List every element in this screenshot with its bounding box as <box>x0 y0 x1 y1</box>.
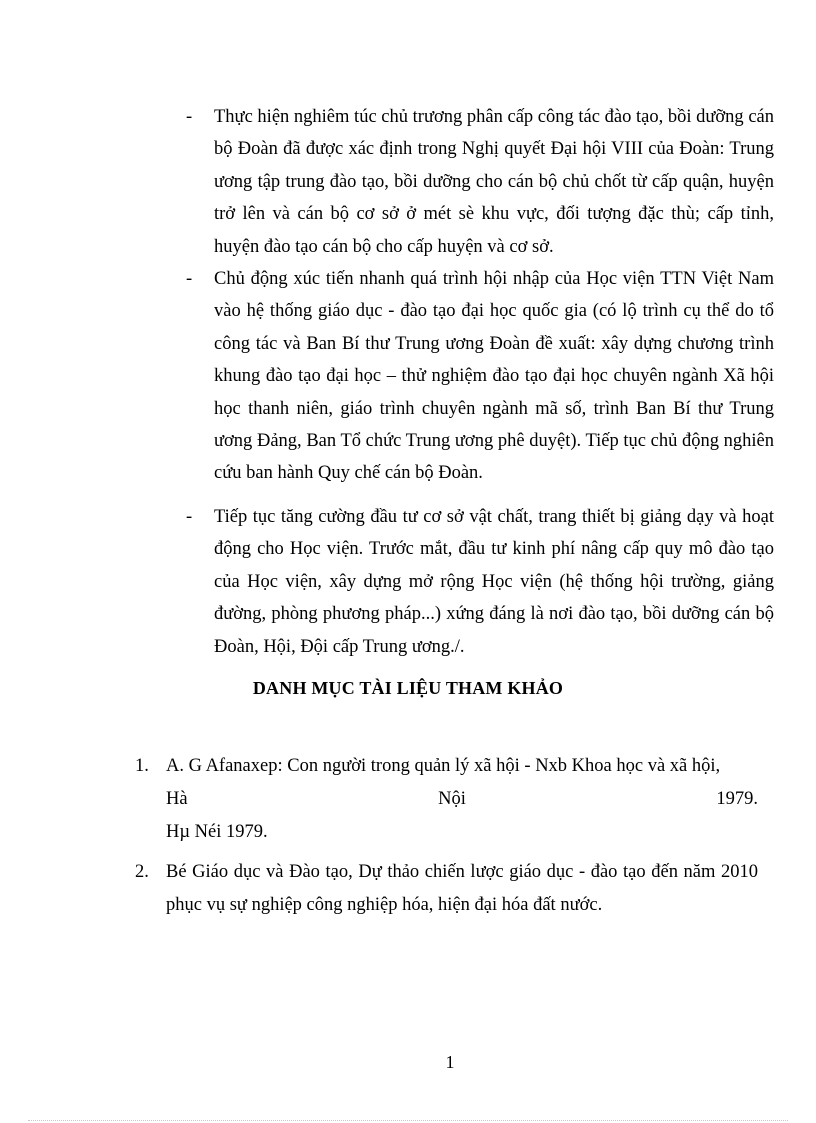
reference-line-justified <box>166 783 758 816</box>
reference-word: Hà <box>166 789 188 809</box>
bullet-dash: - <box>186 269 193 289</box>
reference-text: Bé Giáo dục và Đào tạo, Dự thảo chiến lược giáo dục - đào tạo đến năm 2010 phục vụ sự nghiệp công nghiệp hóa, hiện đại hóa đất nước. <box>166 862 758 915</box>
recommendation-item <box>186 263 774 501</box>
bullet-dash: - <box>186 507 193 527</box>
recommendation-text: Thực hiện nghiêm túc chủ trương phân cấp công tác đào tạo, bồi dưỡng cán bộ Đoàn đã được xác định trong Nghị quyết Đại hội VIII của Đoàn: Trung ương tập trung đào tạo, bồi dưỡng cho cán bộ chủ chốt từ cấp quận, huyện trở lên và cán bộ cơ sở ở mét sè khu vực, đối tượng đặc thù; cấp tỉnh, huyện đào tạo cán bộ cho cấp huyện và cơ sở. <box>214 107 774 257</box>
bullet-dash: - <box>186 107 193 127</box>
page-footer-divider <box>28 1120 788 1121</box>
reference-number: 2. <box>135 862 149 882</box>
reference-item <box>135 856 758 922</box>
reference-line: Hµ Néi 1979. <box>166 822 268 842</box>
reference-number: 1. <box>135 756 149 776</box>
page-number: 1 <box>445 1052 455 1072</box>
reference-line: A. G Afanaxep: Con người trong quản lý xã hội - Nxb Khoa học và xã hội, <box>166 756 721 776</box>
recommendation-item <box>186 501 774 667</box>
recommendation-text: Chủ động xúc tiến nhanh quá trình hội nhập của Học viện TTN Việt Nam vào hệ thống giáo dục - đào tạo đại học quốc gia (có lộ trình cụ thể do tổ công tác và Ban Bí thư Trung ương Đoàn đề xuất: xây dựng chương trình khung đào tạo đại học – thử nghiệm đào tạo đại học chuyên ngành Xã hội học thanh niên, giáo trình chuyên ngành mã số, trình Ban Bí thư Trung ương Đảng, Ban Tổ chức Trung ương phê duyệt). Tiếp tục chủ động nghiên cứu ban hành Quy chế cán bộ Đoàn. <box>214 269 774 484</box>
recommendation-item <box>186 101 774 263</box>
reference-item <box>135 750 758 856</box>
reference-word: 1979. <box>716 789 758 809</box>
reference-word: Nội <box>438 789 466 809</box>
references-list <box>135 750 758 922</box>
recommendation-list <box>186 101 774 667</box>
recommendation-text: Tiếp tục tăng cường đầu tư cơ sở vật chất, trang thiết bị giảng dạy và hoạt động cho Học viện. Trước mắt, đầu tư kinh phí nâng cấp quy mô đào tạo của Học viện, xây dựng mở rộng Học viện (hệ thống hội trường, giảng đường, phòng phương pháp...) xứng đáng là nơi đào tạo, bồi dưỡng cán bộ Đoàn, Hội, Đội cấp Trung ương./. <box>214 507 774 657</box>
references-heading: DANH MỤC TÀI LIỆU THAM KHẢO <box>252 678 564 698</box>
